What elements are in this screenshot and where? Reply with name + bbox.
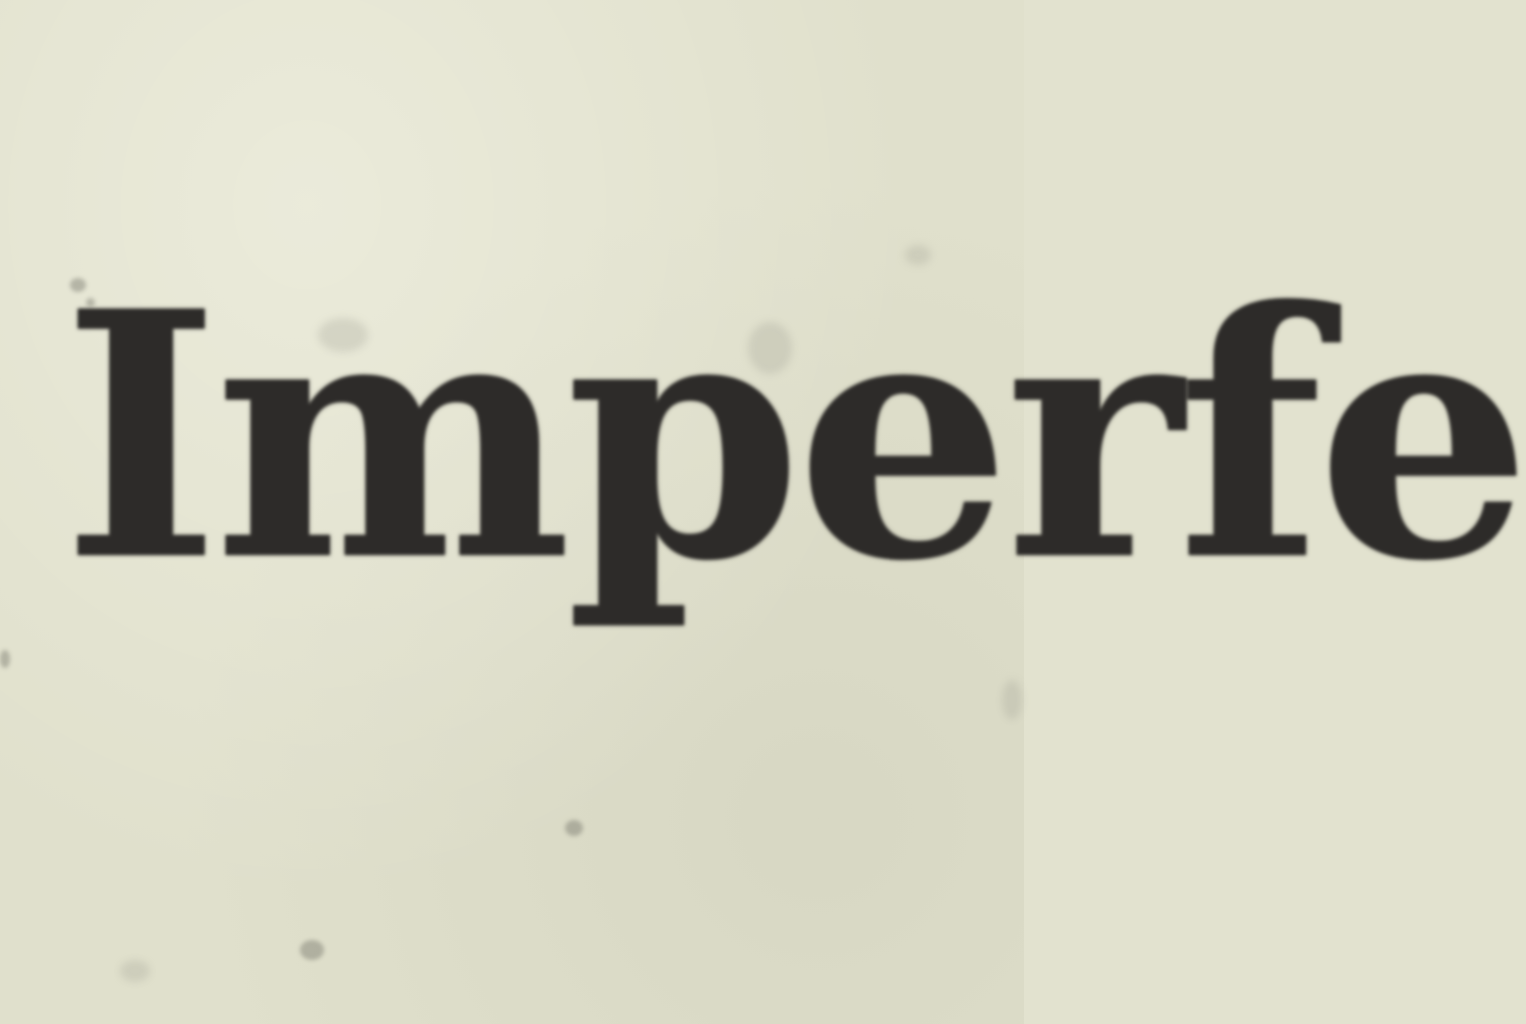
ink-speck <box>300 940 324 960</box>
ink-speck <box>565 820 583 836</box>
ink-smudge <box>120 960 150 982</box>
printed-word: Imperfe <box>62 238 1526 635</box>
ink-speck <box>0 650 10 668</box>
ink-smudge <box>1002 680 1022 720</box>
